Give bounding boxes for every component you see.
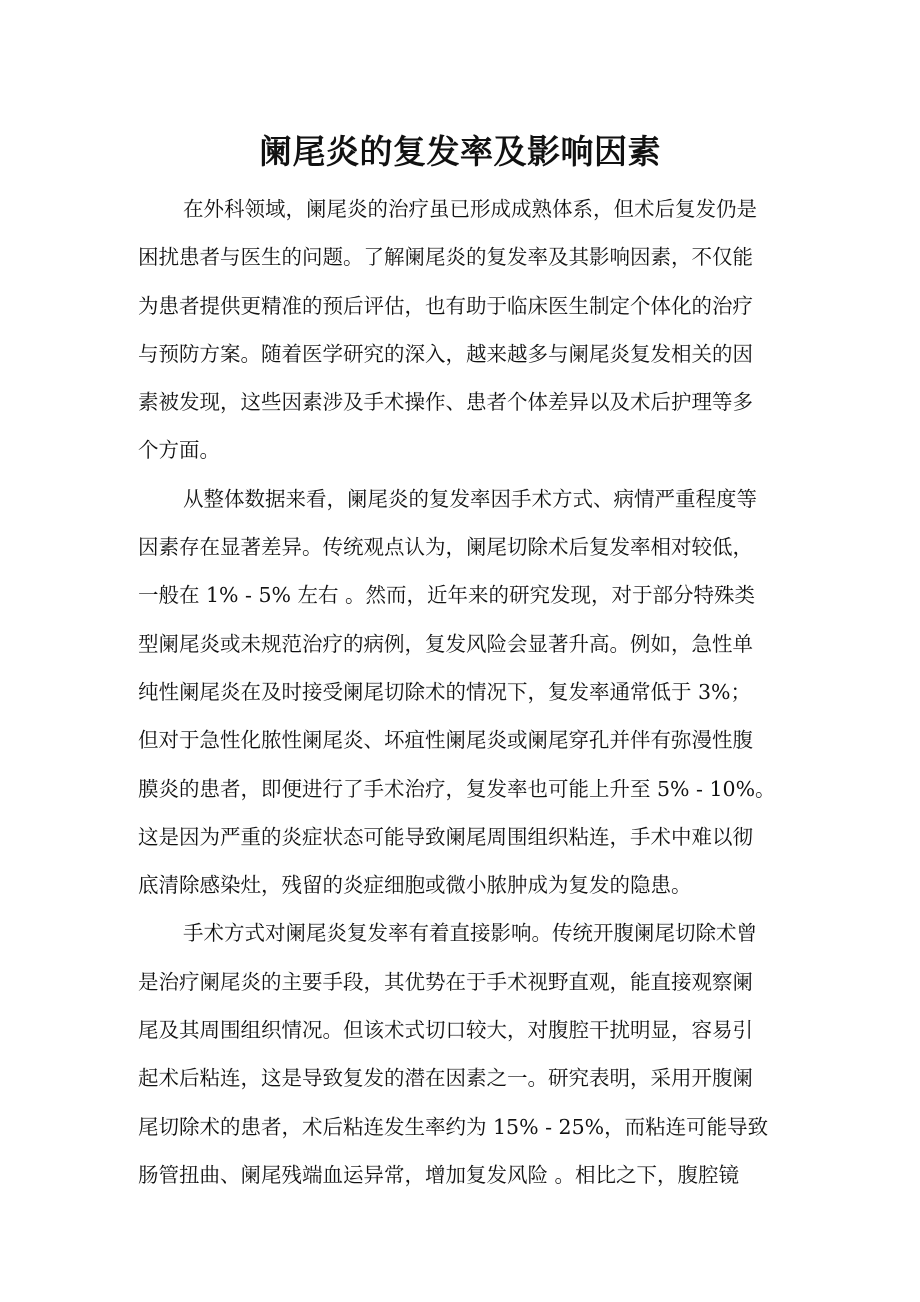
text-line: 为患者提供更精准的预后评估，也有助于临床医生制定个体化的治疗 xyxy=(138,293,753,318)
text-line: 纯性阑尾炎在及时接受阑尾切除术的情况下，复发率通常低于 3%； xyxy=(138,679,752,704)
paragraph-3 xyxy=(138,909,788,1199)
text-line: 素被发现，这些因素涉及手术操作、患者个体差异以及术后护理等多 xyxy=(138,390,753,415)
text-line: 手术方式对阑尾炎复发率有着直接影响。传统开腹阑尾切除术曾 xyxy=(183,921,757,946)
text-line: 困扰患者与医生的问题。了解阑尾炎的复发率及其影响因素，不仅能 xyxy=(138,245,753,270)
paragraph-1 xyxy=(138,185,788,475)
text-line: 起术后粘连，这是导致复发的潜在因素之一。研究表明，采用开腹阑 xyxy=(138,1066,753,1091)
document-body xyxy=(138,185,788,1199)
text-line: 尾切除术的患者，术后粘连发生率约为 15% - 25%，而粘连可能导致 xyxy=(138,1114,769,1139)
text-line: 膜炎的患者，即便进行了手术治疗，复发率也可能上升至 5% - 10%。 xyxy=(138,776,776,801)
text-line: 与预防方案。随着医学研究的深入，越来越多与阑尾炎复发相关的因 xyxy=(138,341,753,366)
text-line: 底清除感染灶，残留的炎症细胞或微小脓肿成为复发的隐患。 xyxy=(138,873,692,898)
text-line: 尾及其周围组织情况。但该术式切口较大，对腹腔干扰明显，容易引 xyxy=(138,1018,753,1043)
document-title: 阑尾炎的复发率及影响因素 xyxy=(259,132,661,171)
text-line: 这是因为严重的炎症状态可能导致阑尾周围组织粘连，手术中难以彻 xyxy=(138,824,753,849)
text-line: 从整体数据来看，阑尾炎的复发率因手术方式、病情严重程度等 xyxy=(183,486,757,511)
text-line: 因素存在显著差异。传统观点认为，阑尾切除术后复发率相对较低， xyxy=(138,535,753,560)
text-line: 个方面。 xyxy=(138,438,220,463)
text-line: 但对于急性化脓性阑尾炎、坏疽性阑尾炎或阑尾穿孔并伴有弥漫性腹 xyxy=(138,728,753,753)
text-line: 一般在 1% - 5% 左右 。然而，近年来的研究发现，对于部分特殊类 xyxy=(138,583,756,608)
paragraph-2 xyxy=(138,475,788,910)
text-line: 肠管扭曲、阑尾残端血运异常，增加复发风险 。相比之下，腹腔镜 xyxy=(138,1162,740,1187)
text-line: 是治疗阑尾炎的主要手段，其优势在于手术视野直观，能直接观察阑 xyxy=(138,969,753,994)
text-line: 在外科领域，阑尾炎的治疗虽已形成成熟体系，但术后复发仍是 xyxy=(183,197,757,221)
text-line: 型阑尾炎或未规范治疗的病例，复发风险会显著升高。例如，急性单 xyxy=(138,631,753,656)
